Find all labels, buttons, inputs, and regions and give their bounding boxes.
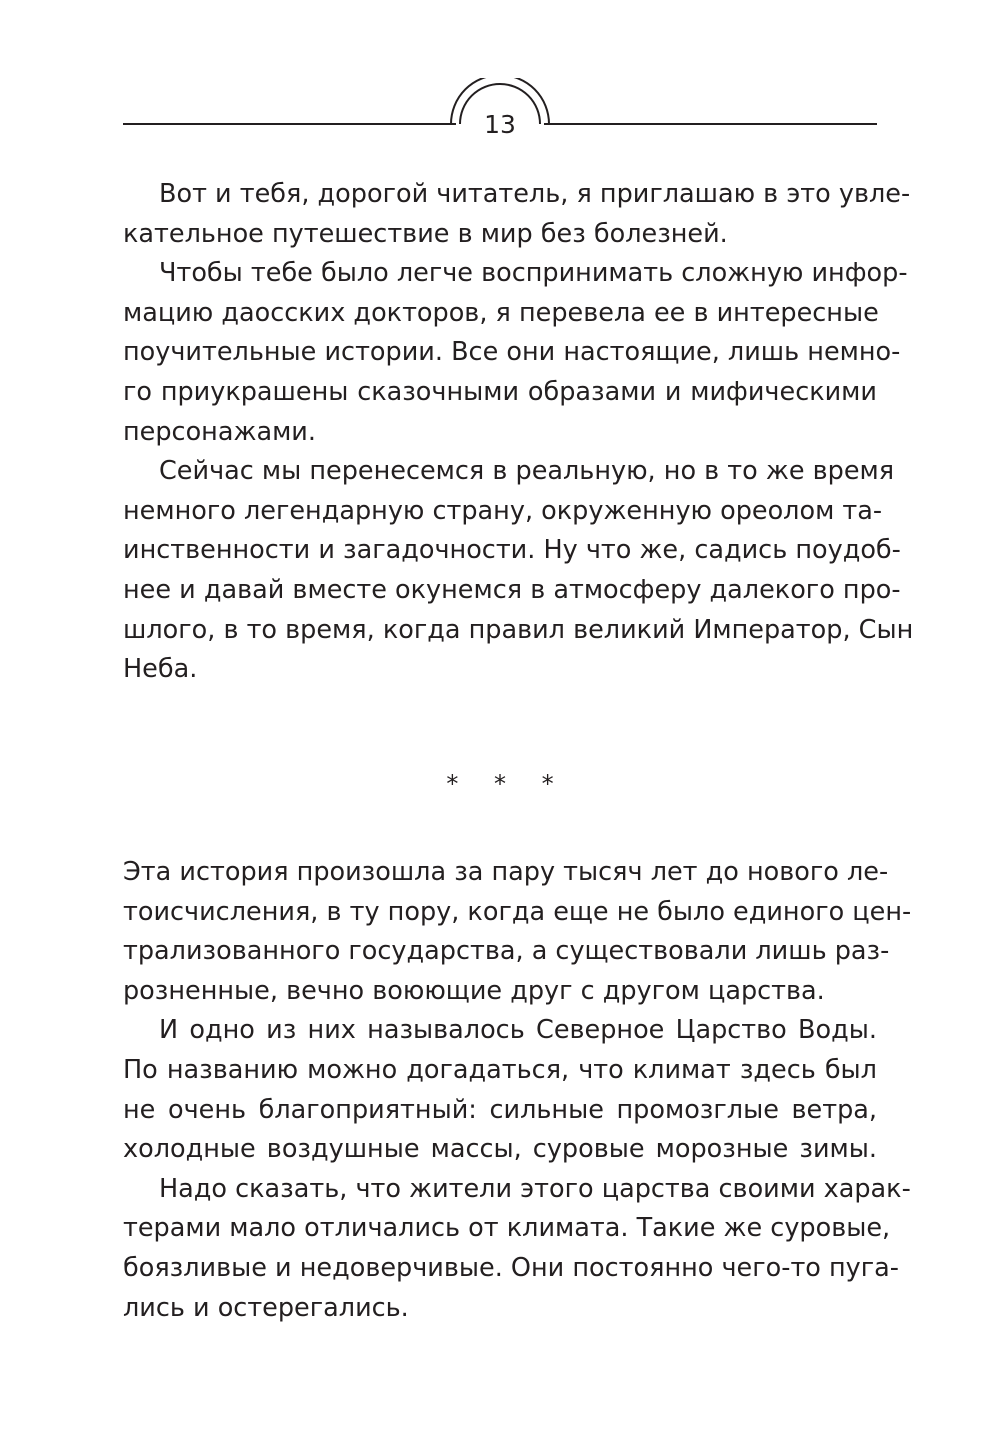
- text-line: Чтобы тебе было легче воспринимать сложную инфор-: [159, 258, 908, 289]
- text-line: кательное путешествие в мир без болезней.: [123, 218, 728, 249]
- paragraph: [123, 1011, 877, 1169]
- page-number: 13: [484, 110, 516, 139]
- text-block-intro: [123, 175, 914, 690]
- text-line: Надо сказать, что жители этого царства своими харак-: [159, 1173, 911, 1204]
- text-line: немного легендарную страну, окруженную ореолом та-: [123, 495, 883, 526]
- text-line: Сейчас мы перенесемся в реальную, но в то же время: [159, 456, 895, 487]
- text-line: розненные, вечно воюющие друг с другом царства.: [123, 975, 825, 1006]
- text-line: боязливые и недоверчивые. Они постоянно чего-то пуга-: [123, 1252, 899, 1283]
- paragraph: [123, 853, 912, 1011]
- section-separator: * * *: [446, 770, 568, 798]
- text-line: инственности и загадочности. Ну что же, садись поудоб-: [123, 535, 901, 566]
- text-line: нее и давай вместе окунемся в атмосферу далекого про-: [123, 574, 901, 605]
- paragraph: [123, 175, 911, 254]
- text-line: го приукрашены сказочными образами и мифическими: [123, 376, 877, 407]
- text-line: трализованного государства, а существовали лишь раз-: [123, 936, 890, 967]
- text-line: По названию можно догадаться, что климат здесь был: [123, 1054, 877, 1085]
- text-line: Эта история произошла за пару тысяч лет до нового ле-: [123, 857, 889, 887]
- text-line: Неба.: [123, 654, 198, 685]
- text-line: терами мало отличались от климата. Такие же суровые,: [123, 1213, 891, 1244]
- text-line: шлого, в то время, когда правил великий Император, Сын: [123, 614, 914, 645]
- text-line: не очень благоприятный: сильные промозглые ветра,: [123, 1094, 877, 1125]
- text-line: тоисчисления, в ту пору, когда еще не было единого цен-: [123, 896, 912, 927]
- text-line: холодные воздушные массы, суровые морозные зимы.: [123, 1134, 877, 1165]
- text-line: Вот и тебя, дорогой читатель, я приглашаю в это увле-: [159, 179, 911, 209]
- text-line: поучительные истории. Все они настоящие, лишь немно-: [123, 337, 901, 368]
- paragraph: [123, 1170, 911, 1328]
- text-line: лись и остерегались.: [123, 1292, 409, 1323]
- page-header: [123, 78, 877, 148]
- text-line: И одно из них называлось Северное Царство Воды.: [159, 1015, 877, 1046]
- paragraph: [123, 452, 914, 690]
- text-line: мацию даосских докторов, я перевела ее в интересные: [123, 297, 879, 328]
- paragraph: [123, 254, 908, 452]
- text-line: персонажами.: [123, 416, 316, 447]
- text-block-story: [123, 853, 912, 1328]
